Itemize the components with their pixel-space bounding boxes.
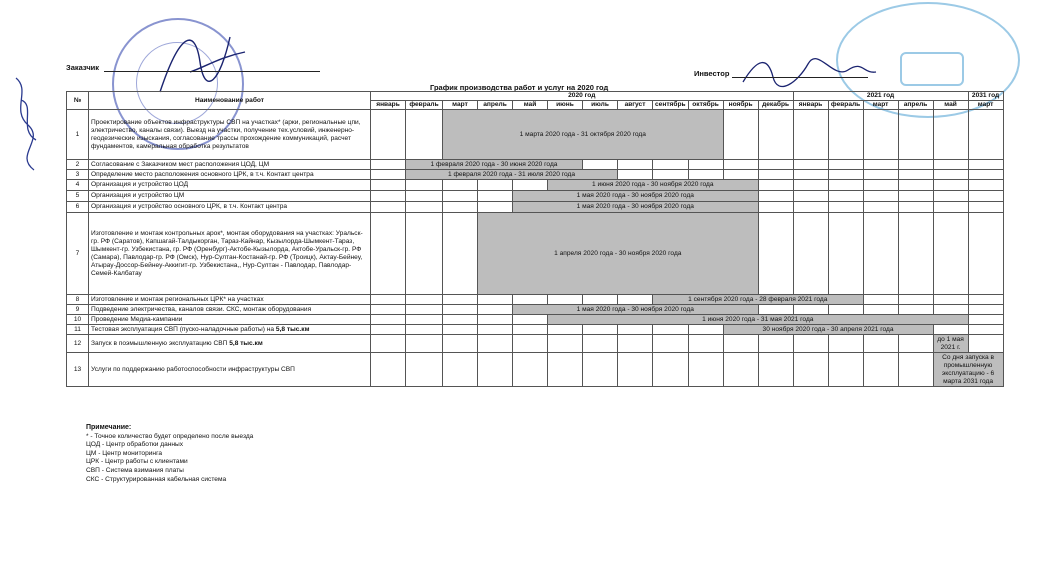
month-header: май: [933, 101, 968, 110]
gantt-bar: Со дня запуска в промышленную эксплуатацию - 6 марта 2031 года: [933, 353, 1003, 387]
header-name: Наименование работ: [89, 92, 371, 110]
gantt-bar: 30 ноября 2020 года - 30 апреля 2021 года: [723, 325, 933, 335]
task-name: Организация и устройство ЦМ: [89, 191, 371, 202]
month-header: май: [513, 101, 548, 110]
month-header: февраль: [828, 101, 863, 110]
month-header: август: [618, 101, 653, 110]
task-name: Организация и устройство ЦОД: [89, 180, 371, 191]
task-name: Организация и устройство основного ЦРК, в т.ч. Контакт центра: [89, 202, 371, 213]
gantt-bar: 1 июня 2020 года - 30 ноября 2020 года: [548, 180, 759, 191]
row-number: 12: [67, 335, 89, 353]
row-number: 3: [67, 170, 89, 180]
gantt-bar: до 1 мая 2021 г.: [933, 335, 968, 353]
note-line: ЦРК - Центр работы с клиентами: [86, 458, 188, 466]
gantt-bar: 1 июня 2020 года - 31 мая 2021 года: [548, 315, 969, 325]
month-header: январь: [793, 101, 828, 110]
task-name: Изготовление и монтаж региональных ЦРК* на участках: [89, 295, 371, 305]
task-name: Определение место расположения основного ЦРК, в т.ч. Контакт центра: [89, 170, 371, 180]
note-line: СВП - Система взимания платы: [86, 466, 184, 474]
task-name: Тестовая эксплуатация СВП (пуско-наладочные работы) на 5,8 тыс.км: [89, 325, 371, 335]
month-header: март: [968, 101, 1003, 110]
row-number: 5: [67, 191, 89, 202]
note-line: СКС - Структурированная кабельная система: [86, 475, 227, 483]
header-year-2020: 2020 год: [371, 92, 794, 101]
gantt-bar: 1 апреля 2020 года - 30 ноября 2020 года: [478, 213, 759, 295]
customer-signature: [150, 22, 250, 102]
left-margin-signature: [6, 70, 46, 180]
month-header: ноябрь: [723, 101, 758, 110]
header-num: №: [67, 92, 89, 110]
row-number: 1: [67, 110, 89, 160]
notes-heading: Примечание:: [86, 424, 132, 431]
row-number: 6: [67, 202, 89, 213]
task-name: Проведение Медиа-кампании: [89, 315, 371, 325]
schedule-table: [66, 91, 1004, 387]
task-name: Услуги по поддержанию работоспособности инфраструктуры СВП: [89, 353, 371, 387]
month-header: декабрь: [758, 101, 793, 110]
investor-stamp-logo: [900, 52, 964, 86]
note-line: ЦОД - Центр обработки данных: [86, 441, 184, 449]
notes: [86, 424, 253, 484]
row-number: 10: [67, 315, 89, 325]
month-header: февраль: [406, 101, 443, 110]
note-line: ЦМ - Центр мониторинга: [86, 449, 162, 457]
row-number: 9: [67, 305, 89, 315]
month-header: июль: [583, 101, 618, 110]
month-header: июнь: [548, 101, 583, 110]
month-header: апрель: [898, 101, 933, 110]
investor-label: Инвестор: [694, 69, 730, 78]
gantt-bar: 1 февраля 2020 года - 30 июня 2020 года: [406, 160, 583, 170]
page-title: График производства работ и услуг на 2020 год: [430, 83, 609, 92]
header-year-2021: 2021 год: [793, 92, 968, 101]
month-header: октябрь: [688, 101, 723, 110]
task-name: Проектирование объектов инфраструктуры СВП на участках* (арки, региональные цпи, электричество, каналы связи). Выезд на участки, получение тех.условий, инженерно-геодезические изыскания, согласование трассы прохождение коммуникаций, расчет фундаментов, камеральная обработка результатов: [89, 110, 371, 160]
task-name: Изготовление и монтаж контрольных арок*, монтаж оборудования на участках: Уральск-гр. РФ (Саратов), Капшагай-Талдыкорган, Тараз-Кайнар, Кызылорда-Шымкент-Тараз, Шымкент-гр. Узбекистана, гр. РФ (Оренбург)-Актобе-Кызылорда, Актобе-Уральск-гр. РФ (Самара), Павлодар-гр. РФ (Омск), Нур-Султан-Костанай-гр. РФ (Троицк), Актау-Бейнеу, Атырау-Доссор-Бейнеу-Аккигит-гр. Узбекистана,, Нур-Султан - Павлодар, Павлодар-Семей-Калбатау: [89, 213, 371, 295]
row-number: 2: [67, 160, 89, 170]
row-number: 11: [67, 325, 89, 335]
month-header: апрель: [478, 101, 513, 110]
task-name: Запуск в поэмышленную эксплуатацию СВП 5,8 тыс.км: [89, 335, 371, 353]
investor-signature: [738, 52, 878, 92]
gantt-bar: 1 марта 2020 года - 31 октября 2020 года: [443, 110, 724, 160]
row-number: 8: [67, 295, 89, 305]
month-header: март: [443, 101, 478, 110]
gantt-bar: 1 февраля 2020 года - 31 июля 2020 года: [406, 170, 618, 180]
month-header: март: [863, 101, 898, 110]
task-name: Согласование с Заказчиком мест расположения ЦОД, ЦМ: [89, 160, 371, 170]
investor-signature-line: [732, 77, 868, 78]
row-number: 7: [67, 213, 89, 295]
gantt-bar: 1 сентября 2020 года - 28 февраля 2021 года: [653, 295, 864, 305]
note-line: * - Точное количество будет определено после выезда: [86, 432, 254, 440]
gantt-bar: 1 мая 2020 года - 30 ноября 2020 года: [513, 202, 759, 213]
row-number: 4: [67, 180, 89, 191]
gantt-bar: 1 мая 2020 года - 30 ноября 2020 года: [513, 305, 759, 315]
month-header: январь: [371, 101, 406, 110]
row-number: 13: [67, 353, 89, 387]
customer-signature-line: [104, 71, 320, 72]
gantt-bar: 1 мая 2020 года - 30 ноября 2020 года: [513, 191, 759, 202]
customer-label: Заказчик: [66, 63, 100, 72]
header-year-2031: 2031 год: [968, 92, 1003, 101]
task-name: Подведение электричества, каналов связи. СКС, монтаж оборудования: [89, 305, 371, 315]
month-header: сентябрь: [653, 101, 689, 110]
